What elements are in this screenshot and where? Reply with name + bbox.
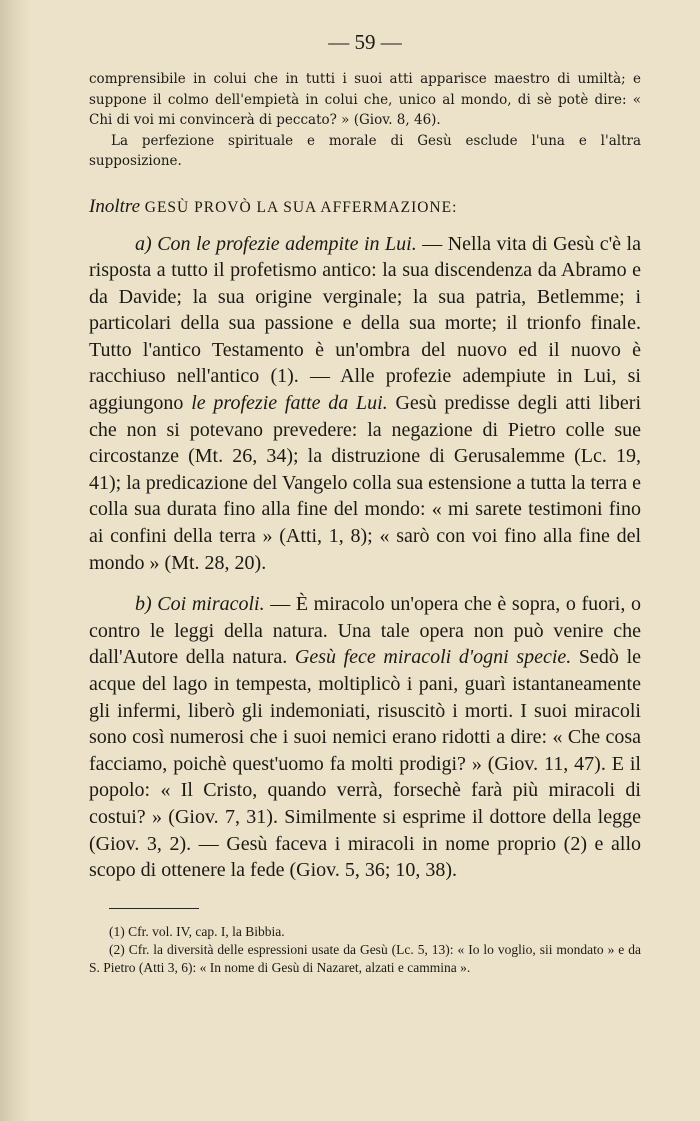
section-heading-caps: GESÙ PROVÒ LA SUA AFFERMAZIONE: xyxy=(144,198,458,216)
footnote-divider xyxy=(109,908,199,909)
section-a-text2: Gesù predisse degli atti liberi che non si potevano prevedere: la negazione di Pietro colle sue circostanze (Mt. 26, 34); la distruzione di Gerusalemme (Lc. 19, 41); la predicazione del Vangelo colla sua estensione a tutta la terra e colla sua durata fino alla fine del mondo: « mi sarete testimoni fino ai confini della terra » (Atti, 1, 8); « sarò con voi fino alla fine del mondo » (Mt. 28, 20). xyxy=(89,392,641,574)
section-b-text2: Sedò le acque del lago in tempesta, moltiplicò i pani, guarì istantaneamente gli infermi, liberò gli indemoniati, risuscitò i morti. I suoi miracoli sono così numerosi che i suoi nemici erano ridotti a dire: « Che cosa facciamo, poichè quest'uomo fa molti prodigi? » (Giov. 11, 47). E il popolo: « Il Cristo, quando verrà, forsechè farà più miracoli di costui? » (Giov. 7, 31). Similmente si esprime il dottore della legge (Giov. 3, 2). — Gesù faceva i miracoli in nome proprio (2) e allo scopo di ottenere la fede (Giov. 5, 36; 10, 38). xyxy=(89,646,642,882)
page-number: — 59 — xyxy=(328,30,402,54)
book-page xyxy=(89,30,641,977)
section-b-title: Coi miracoli. xyxy=(157,593,265,616)
section-a-paragraph xyxy=(89,231,641,577)
section-a-title: Con le profezie adempite in Lui. xyxy=(157,232,417,255)
section-b-italic: Gesù fece miracoli d'ogni specie. xyxy=(294,646,572,669)
body-text xyxy=(89,231,641,884)
top-paragraph xyxy=(89,69,641,172)
section-b-text1: — È miracolo un'opera che è sopra, o fuori, o contro le leggi della natura. Una tale opera non può venire che dall'Autore della natura. xyxy=(89,593,641,669)
top-paragraph-line2: La perfezione spirituale e morale di Gesù esclude l'una e l'altra supposizione. xyxy=(89,132,641,169)
section-heading-lead: Inoltre xyxy=(89,195,141,217)
footnotes xyxy=(89,923,641,977)
section-b-marker: b) xyxy=(135,593,152,616)
page-gutter-shadow xyxy=(0,0,30,1121)
footnote-2: (2) Cfr. la diversità delle espressioni usate da Gesù (Lc. 5, 13): « Io lo voglio, sii mondato » e da S. Pietro (Atti 3, 6): « In nome di Gesù di Nazaret, alzati e cammina ». xyxy=(89,941,641,975)
section-a-text1: — Nella vita di Gesù c'è la risposta a tutto il profetismo antico: la sua discendenza da Abramo e da Davide; la sua origine verginale; la sua patria, Betlemme; i particolari della sua passione e della sua morte; il trionfo finale. Tutto l'antico Testamento è un'ombra del nuovo ed il nuovo è racchiuso nell'antico (1). — Alle profezie adempiute in Lui, si aggiungono xyxy=(89,232,641,415)
footnote-1: (1) Cfr. vol. IV, cap. I, la Bibbia. xyxy=(109,923,285,939)
section-a-marker: a) xyxy=(135,232,152,255)
section-a-italic: le profezie fatte da Lui. xyxy=(191,392,388,415)
section-heading xyxy=(89,194,641,221)
top-paragraph-line1: comprensibile in colui che in tutti i suoi atti apparisce maestro di umiltà; e suppone il colmo dell'empietà in colui che, unico al mondo, di sè potè dire: « Chi di voi mi convincerà di peccato? » (Giov. 8, 46). xyxy=(89,71,641,128)
section-b-paragraph xyxy=(89,591,641,884)
